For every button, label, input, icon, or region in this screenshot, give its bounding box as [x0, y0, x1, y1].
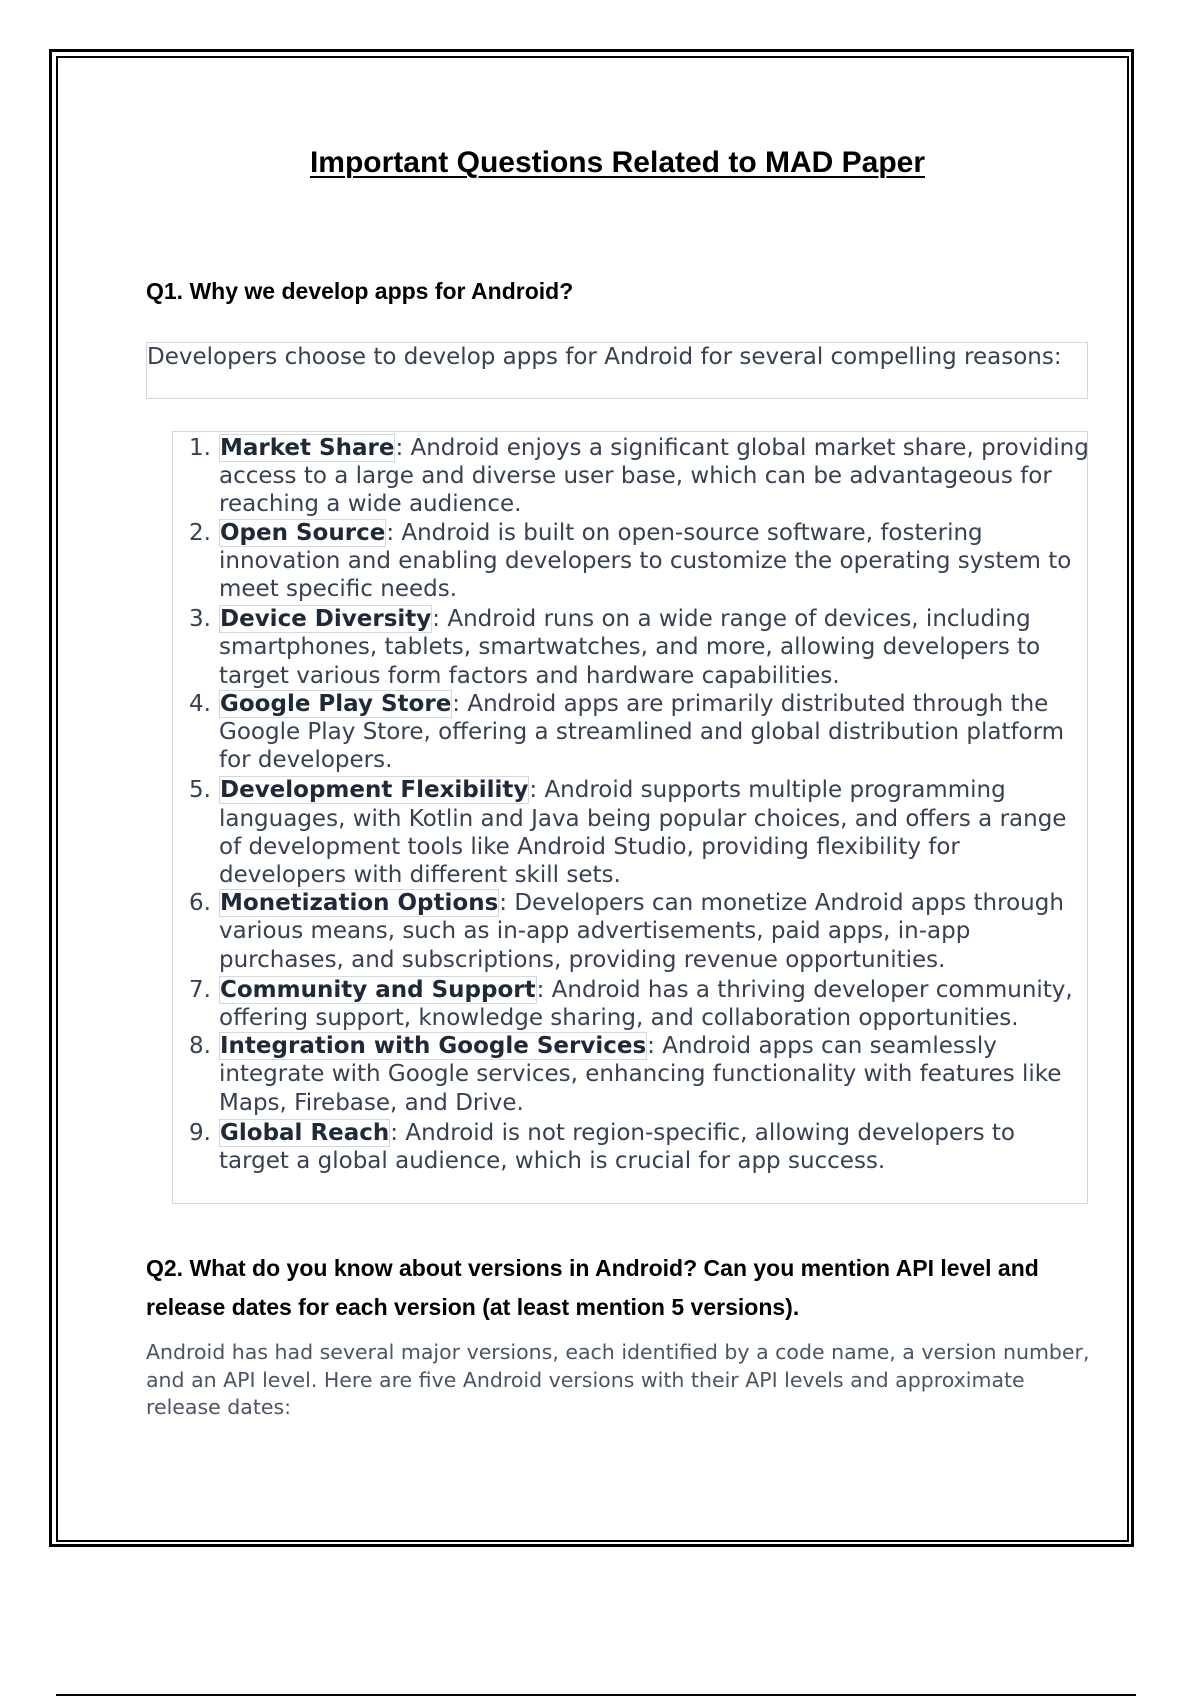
list-item-number: 8.: [189, 1033, 211, 1060]
list-item: [173, 776, 1089, 889]
list-item: [173, 690, 1089, 775]
list-item-term: Market Share: [220, 435, 395, 461]
list-item-number: 5.: [189, 777, 211, 804]
list-item-text: : Android apps are primarily distributed through the Google Play Store, offering a streamlined and global distribution platform for developers.: [219, 690, 1065, 774]
list-item-number: 2.: [189, 519, 211, 546]
list-item: [173, 976, 1089, 1032]
list-item-number: 6.: [189, 890, 211, 917]
list-item-term: Google Play Store: [220, 690, 452, 717]
document-title-text: Important Questions Related to MAD Paper: [309, 146, 926, 179]
list-item-text: : Android is not region-specific, allowing developers to target a global audience, which is crucial for app success.: [219, 1119, 1015, 1175]
list-item-number: 4.: [189, 690, 211, 717]
question-2-heading: Q2. What do you know about versions in Android? Can you mention API level and release dates for each version (at least mention 5 versions).: [146, 1255, 1039, 1320]
list-item: [173, 1119, 1089, 1175]
list-item-text: : Android apps can seamlessly integrate with Google services, enhancing functionality with features like Maps, Firebase, and Drive.: [219, 1033, 1062, 1116]
document-title: [0, 146, 1200, 180]
question-1-heading: Q1. Why we develop apps for Android?: [146, 278, 574, 304]
list-item-text: : Android has a thriving developer community, offering support, knowledge sharing, and collaboration opportunities.: [219, 976, 1073, 1032]
list-item: [173, 434, 1089, 519]
list-item-text: : Android runs on a wide range of devices, including smartphones, tablets, smartwatches, and more, allowing developers to target various form factors and hardware capabilities.: [219, 606, 1041, 689]
list-item-term: Device Diversity: [220, 606, 432, 633]
list-item-number: 3.: [189, 606, 211, 633]
list-item-term: Community and Support: [220, 976, 536, 1003]
list-item-term: Open Source: [220, 519, 386, 546]
footer-rule: [56, 1694, 1136, 1696]
list-item-text: : Android is built on open-source software, fostering innovation and enabling developers to customize the operating system to meet specific needs.: [219, 519, 1072, 603]
list-item-term: Global Reach: [220, 1119, 390, 1146]
list-item: [173, 605, 1089, 690]
reasons-list-container: [172, 431, 1088, 1204]
list-item-text: : Android enjoys a significant global market share, providing access to a large and diverse user base, which can be advantageous for reaching a wide audience.: [219, 435, 1089, 518]
list-item-term: Development Flexibility: [220, 777, 529, 804]
list-item-number: 9.: [189, 1119, 211, 1146]
list-item-text: : Android supports multiple programming languages, with Kotlin and Java being popular choices, and offers a range of development tools like Android Studio, providing flexibility for developers with different skill sets.: [219, 777, 1067, 889]
list-item: [173, 1032, 1089, 1117]
list-item: [173, 889, 1089, 974]
reasons-list: [173, 432, 1089, 1175]
question-1-intro: Developers choose to develop apps for Android for several compelling reasons:: [146, 342, 1088, 399]
question-2-intro: Android has had several major versions, each identified by a code name, a version number, and an API level. Here are five Android versions with their API levels and approximate release dates:: [146, 1340, 1090, 1419]
list-item-term: Integration with Google Services: [220, 1033, 647, 1060]
list-item-term: Monetization Options: [220, 890, 499, 917]
list-item-text: : Developers can monetize Android apps through various means, such as in-app advertisements, paid apps, in-app purchases, and subscriptions, providing revenue opportunities.: [219, 890, 1064, 973]
list-item: [173, 519, 1089, 604]
list-item-number: 7.: [189, 976, 211, 1003]
list-item-number: 1.: [189, 435, 211, 461]
